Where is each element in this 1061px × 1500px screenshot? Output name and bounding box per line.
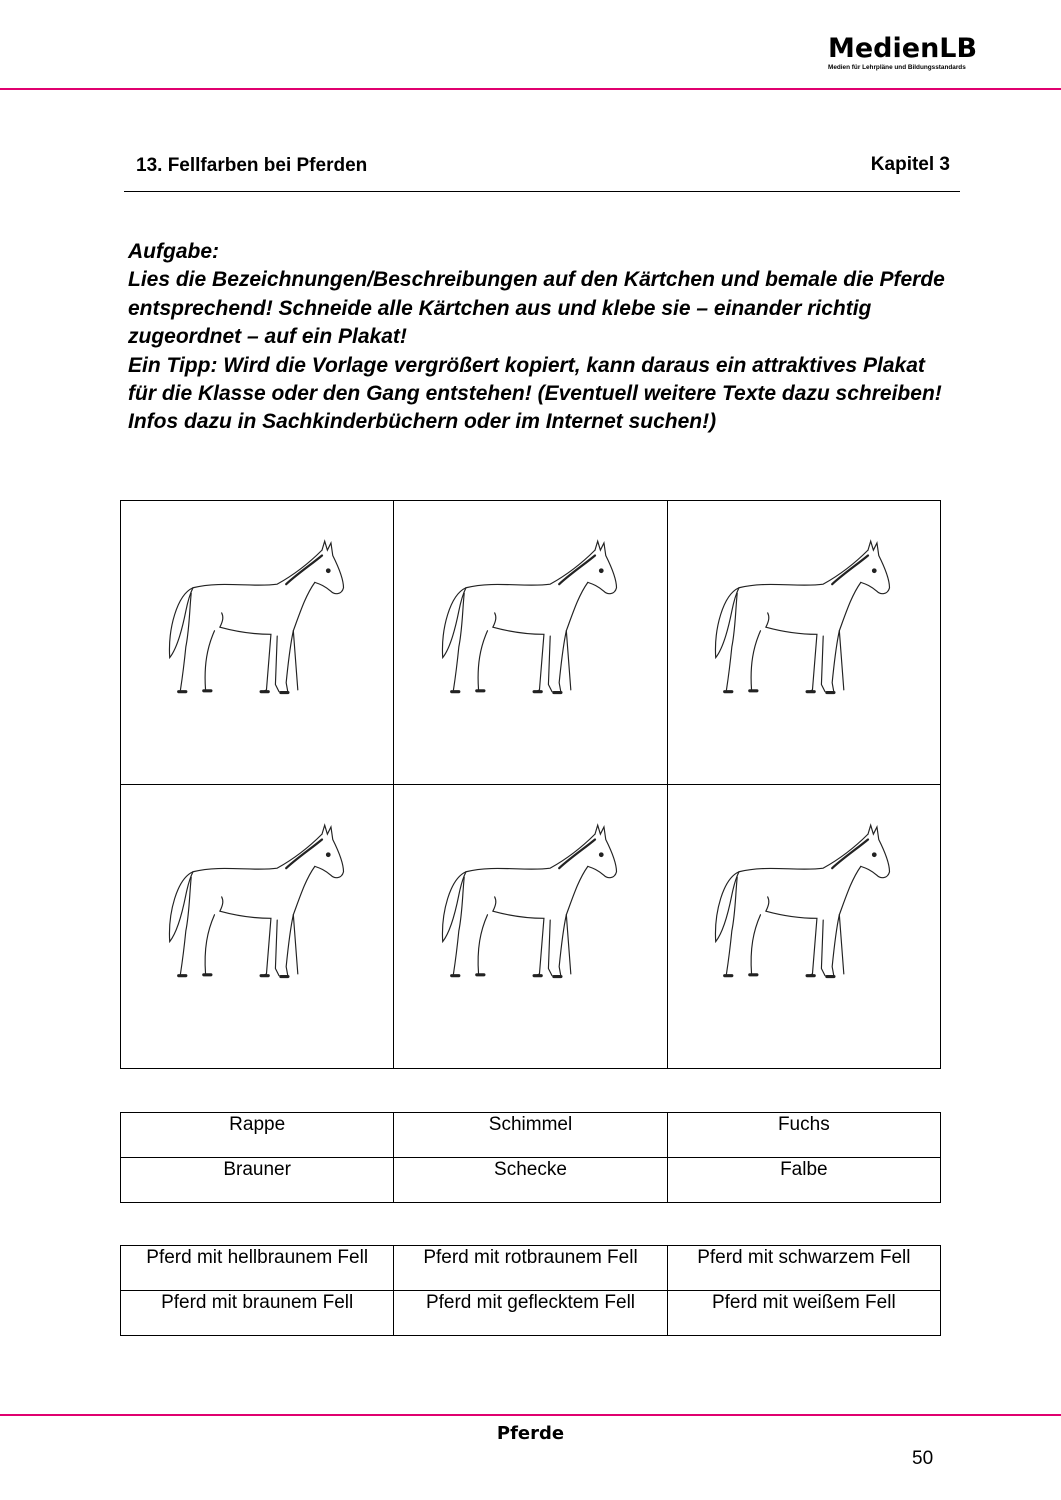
horse-card[interactable] xyxy=(394,501,667,785)
horse-card[interactable] xyxy=(121,785,394,1069)
header-divider xyxy=(0,88,1061,90)
horse-drawing xyxy=(696,814,911,994)
task-heading: Aufgabe: xyxy=(128,240,219,263)
description-card[interactable]: Pferd mit weißem Fell xyxy=(667,1291,940,1336)
horse-card[interactable] xyxy=(667,785,940,1069)
name-card[interactable]: Brauner xyxy=(121,1158,394,1203)
task-text xyxy=(128,238,948,437)
medienlb-logo xyxy=(828,34,978,72)
name-card[interactable]: Schecke xyxy=(394,1158,667,1203)
description-card[interactable]: Pferd mit schwarzem Fell xyxy=(667,1246,940,1291)
task-tip: Ein Tipp: Wird die Vorlage vergrößert kopiert, kann daraus ein attraktives Plakat für die Klasse oder den Gang entstehen! (Eventuell weitere Texte dazu schreiben! Infos dazu in Sachkinderbüchern oder im Internet suchen!) xyxy=(128,353,942,434)
title-rule xyxy=(124,191,960,192)
name-card[interactable]: Schimmel xyxy=(394,1113,667,1158)
footer-divider xyxy=(0,1414,1061,1416)
logo-text: MedienLB xyxy=(828,33,978,64)
description-card[interactable]: Pferd mit braunem Fell xyxy=(121,1291,394,1336)
horse-card[interactable] xyxy=(667,501,940,785)
horse-drawing xyxy=(696,530,911,710)
description-card[interactable]: Pferd mit geflecktem Fell xyxy=(394,1291,667,1336)
task-instruction: Lies die Bezeichnungen/Beschreibungen auf den Kärtchen und bemale die Pferde entsprechend! Schneide alle Kärtchen aus und klebe sie – einander richtig zugeordnet – auf ein Plakat! xyxy=(128,268,945,349)
horse-card[interactable] xyxy=(121,501,394,785)
page-title: 13. Fellfarben bei Pferden xyxy=(136,155,368,176)
name-cards xyxy=(120,1112,941,1203)
footer-label: Pferde xyxy=(496,1423,565,1444)
name-card[interactable]: Falbe xyxy=(667,1158,940,1203)
name-card[interactable]: Fuchs xyxy=(667,1113,940,1158)
page-number: 50 xyxy=(912,1448,934,1469)
chapter-label: Kapitel 3 xyxy=(870,154,950,175)
horse-drawing xyxy=(150,530,365,710)
name-card[interactable]: Rappe xyxy=(121,1113,394,1158)
horse-drawing xyxy=(150,814,365,994)
horse-grid xyxy=(120,500,941,1069)
description-card[interactable]: Pferd mit hellbraunem Fell xyxy=(121,1246,394,1291)
horse-drawing xyxy=(423,814,638,994)
description-card[interactable]: Pferd mit rotbraunem Fell xyxy=(394,1246,667,1291)
horse-drawing xyxy=(423,530,638,710)
description-cards xyxy=(120,1245,941,1336)
logo-subtitle: Medien für Lehrpläne und Bildungsstandards xyxy=(828,64,966,71)
horse-card[interactable] xyxy=(394,785,667,1069)
